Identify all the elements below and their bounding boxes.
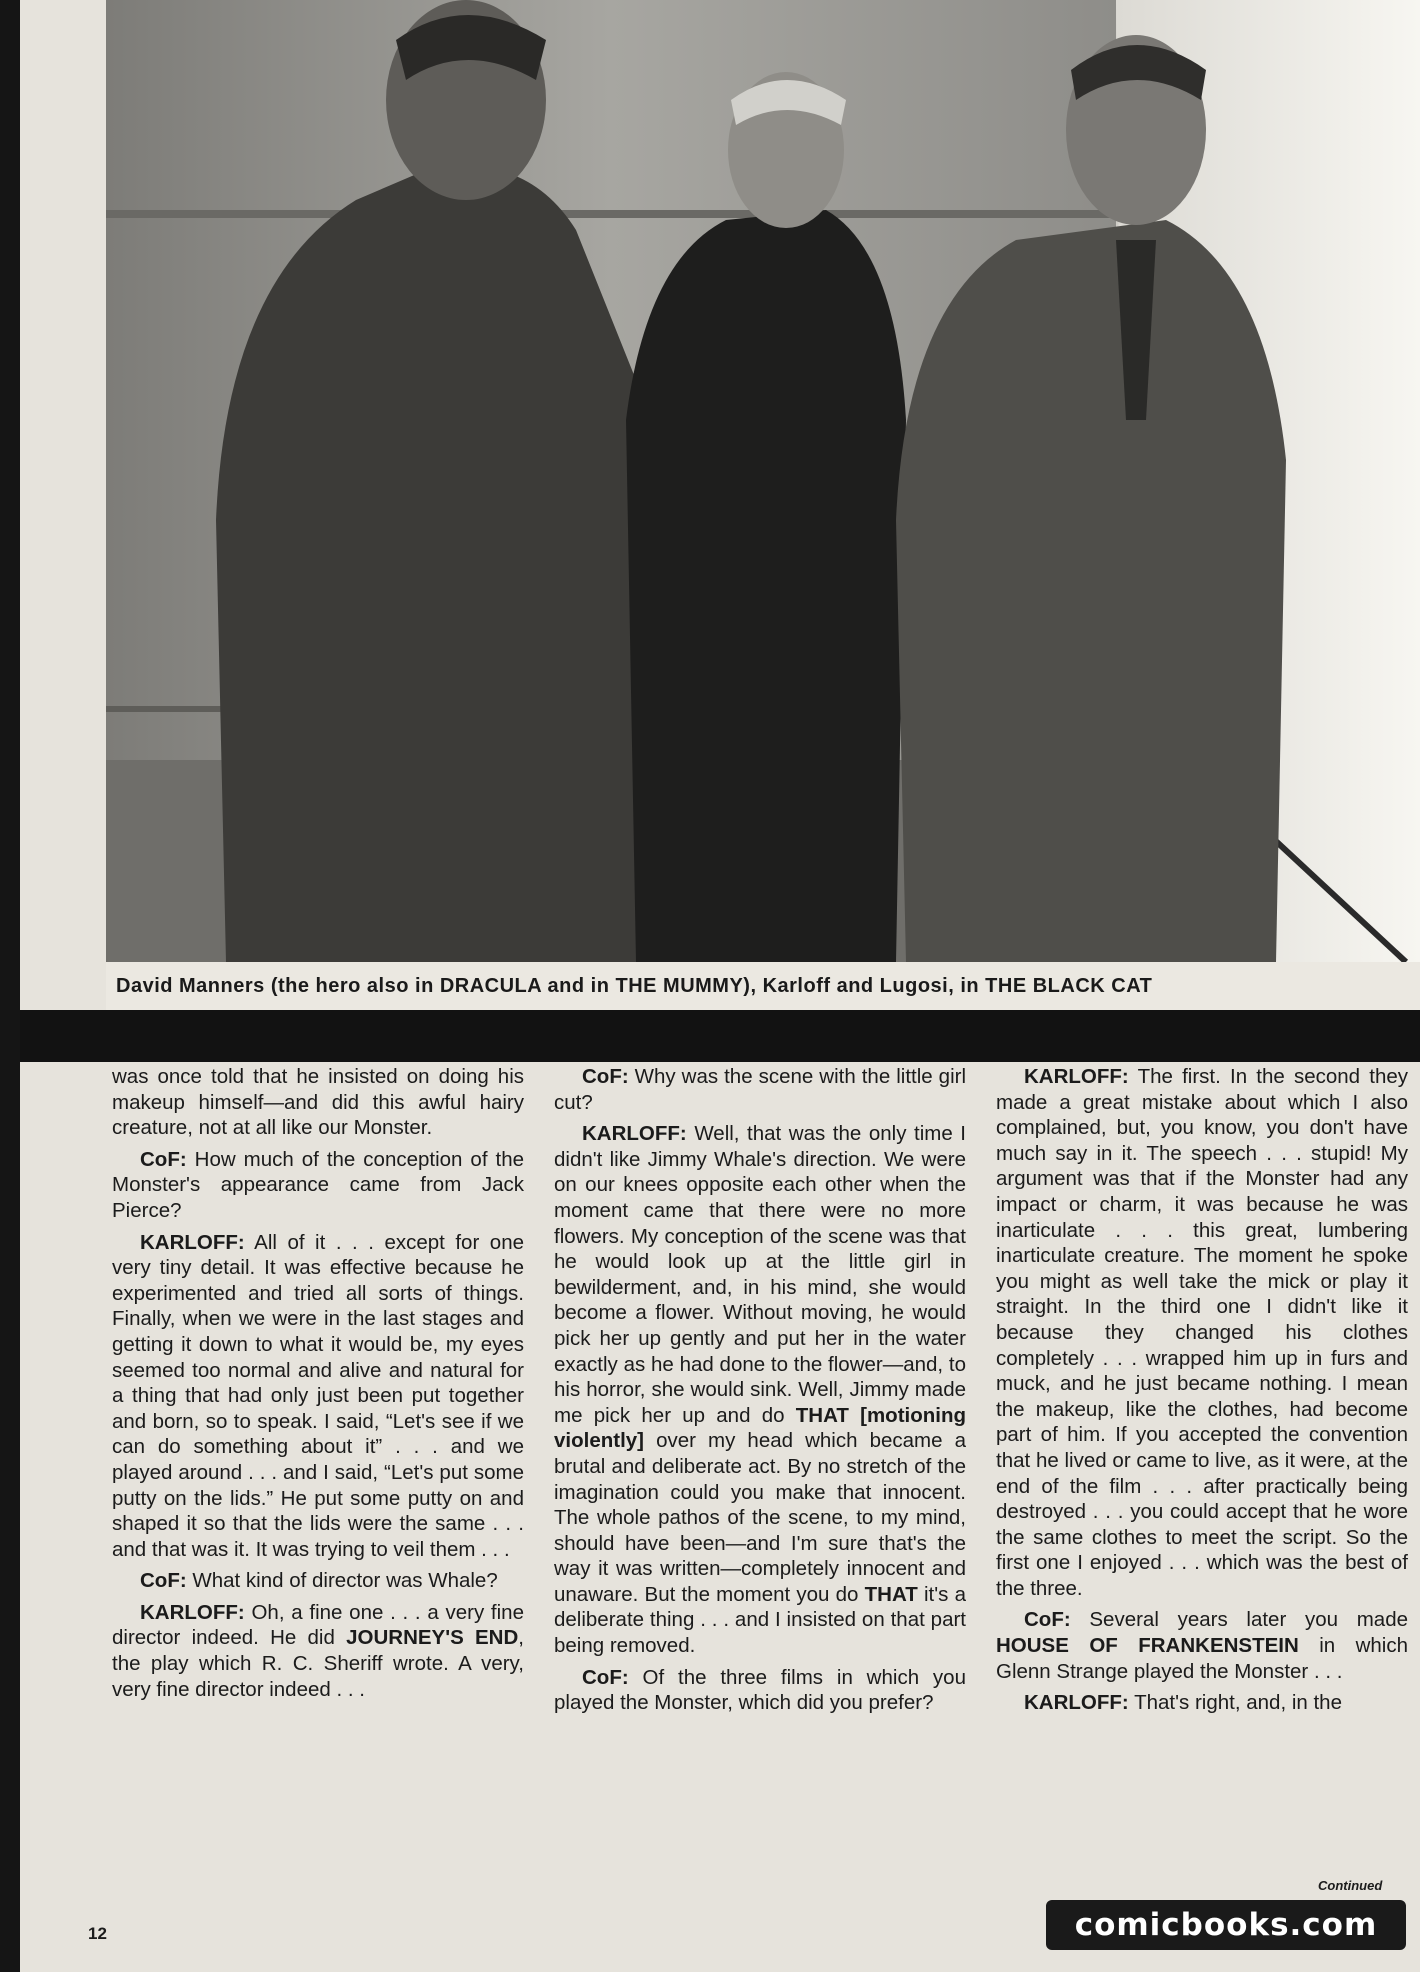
watermark-logo: comicbooks.com xyxy=(1046,1900,1406,1950)
paragraph-text: , the play which R. C. Sheriff wrote. A very, very fine director indeed . . . xyxy=(112,1626,524,1701)
speaker-label: KARLOFF: xyxy=(140,1600,245,1624)
paragraph-text: Oh, a fine one . . . a very fine director indeed. He did xyxy=(112,1600,524,1650)
article-columns xyxy=(112,1064,1408,1904)
speaker-label: CoF: xyxy=(582,1065,629,1088)
speaker-label: CoF: xyxy=(1024,1608,1071,1632)
paragraph-text: All of it . . . except for one very tiny detail. It was effective because he experimented and tried all sorts of things. Finally, when we were in the last stages and getting it down to what it would be, my eyes seemed too normal and alive and natural for a thing that had only just been put together and born, so to speak. I said, “Let's see if we can do something about it” . . . and we played around . . . and I said, “Let's put some putty on the lids.” He put some putty on and shaped it so that the lids were the same . . . and that was it. It was trying to veil them . . . xyxy=(112,1230,524,1561)
paragraph-text: That's right, and, in the xyxy=(1128,1691,1342,1715)
article-paragraph xyxy=(554,1665,966,1716)
page-edge-shadow xyxy=(0,0,20,1972)
paragraph-text: it's a deliberate thing . . . and I insisted on that part being removed. xyxy=(554,1582,966,1658)
title-emphasis: THAT xyxy=(864,1582,918,1606)
article-paragraph xyxy=(996,1607,1408,1684)
paragraph-text: over my head which became a brutal and deliberate act. By no stretch of the imagination could you make that innocent. The whole pathos of the scene, to my mind, should have been—and I'm sure that's the way it was written—completely innocent and unaware. But the moment you do xyxy=(554,1429,966,1606)
film-still-illustration xyxy=(106,0,1420,962)
paragraph-text: Several years later you made xyxy=(1070,1608,1408,1632)
article-column-2 xyxy=(554,1064,966,1904)
article-paragraph xyxy=(554,1121,966,1658)
paragraph-text: Well, that was the only time I didn't like Jimmy Whale's direction. We were on our knees opposite each other when the moment came that there were no more flowers. My conception of the scene was that he would look up at the little girl in bewilderment, and, in his mind, she would become a flower. Without moving, he would pick her up gently and put her in the water exactly as he had done to the flower—and, to his horror, she would sink. Well, Jimmy made me pick her up and do xyxy=(554,1122,966,1427)
paragraph-text: Why was the scene with the little girl cut? xyxy=(554,1065,966,1114)
title-emphasis: JOURNEY'S END xyxy=(346,1626,519,1650)
article-paragraph xyxy=(554,1064,966,1115)
speaker-label: CoF: xyxy=(140,1569,187,1593)
article-paragraph xyxy=(996,1064,1408,1601)
speaker-label: KARLOFF: xyxy=(1024,1691,1129,1715)
film-still-photo xyxy=(106,0,1420,962)
article-paragraph xyxy=(996,1690,1408,1716)
speaker-label: KARLOFF: xyxy=(140,1230,245,1254)
speaker-label: KARLOFF: xyxy=(582,1122,687,1146)
article-column-3 xyxy=(996,1064,1408,1904)
paragraph-text: The first. In the second they made a great mistake about which I also complained, but, you know, you don't have much say in it. The speech . . . stupid! My argument was that if the Monster had any impact or charm, it was because he was inarticulate . . . this great, lumbering inarticulate creature. The moment he spoke you might as well take the mick or play it straight. In the third one I didn't like it because they changed his clothes completely . . . wrapped him up in furs and muck, and he just became nothing. I mean the makeup, like the clothes, had become part of him. If you accepted the convention that he lived or came to live, as it were, at the end of the film . . . after practically being destroyed . . . you could accept that he wore the same clothes to meet the script. So the first one I enjoyed . . . which was the best of the three. xyxy=(996,1065,1408,1600)
article-column-1 xyxy=(112,1064,524,1904)
article-paragraph xyxy=(112,1600,524,1702)
page-number: 12 xyxy=(88,1924,107,1943)
article-paragraph xyxy=(112,1230,524,1563)
title-emphasis: THAT [motioning violently] xyxy=(554,1403,966,1453)
article-paragraph xyxy=(112,1568,524,1594)
title-emphasis: HOUSE OF FRANKENSTEIN xyxy=(996,1634,1299,1658)
caption-strip xyxy=(106,962,1420,1010)
photo-caption: David Manners (the hero also in DRACULA and in THE MUMMY), Karloff and Lugosi, in THE BLACK CAT xyxy=(116,974,1153,997)
paragraph-text: was once told that he insisted on doing his makeup himself—and did this awful hairy creature, not at all like our Monster. xyxy=(112,1065,524,1140)
article-paragraph xyxy=(112,1064,524,1141)
continued-label: Continued xyxy=(1318,1878,1383,1893)
speaker-label: CoF: xyxy=(140,1147,187,1171)
speaker-label: KARLOFF: xyxy=(1024,1065,1129,1088)
paragraph-text: How much of the conception of the Monster's appearance came from Jack Pierce? xyxy=(112,1147,524,1222)
article-paragraph xyxy=(112,1147,524,1224)
left-gutter xyxy=(20,1062,106,1972)
paragraph-text: Of the three films in which you played the Monster, which did you prefer? xyxy=(554,1665,966,1715)
paragraph-text: in which Glenn Strange played the Monster . . . xyxy=(996,1634,1408,1683)
black-divider-band xyxy=(20,1010,1420,1062)
speaker-label: CoF: xyxy=(582,1665,629,1689)
paragraph-text: What kind of director was Whale? xyxy=(186,1569,498,1593)
